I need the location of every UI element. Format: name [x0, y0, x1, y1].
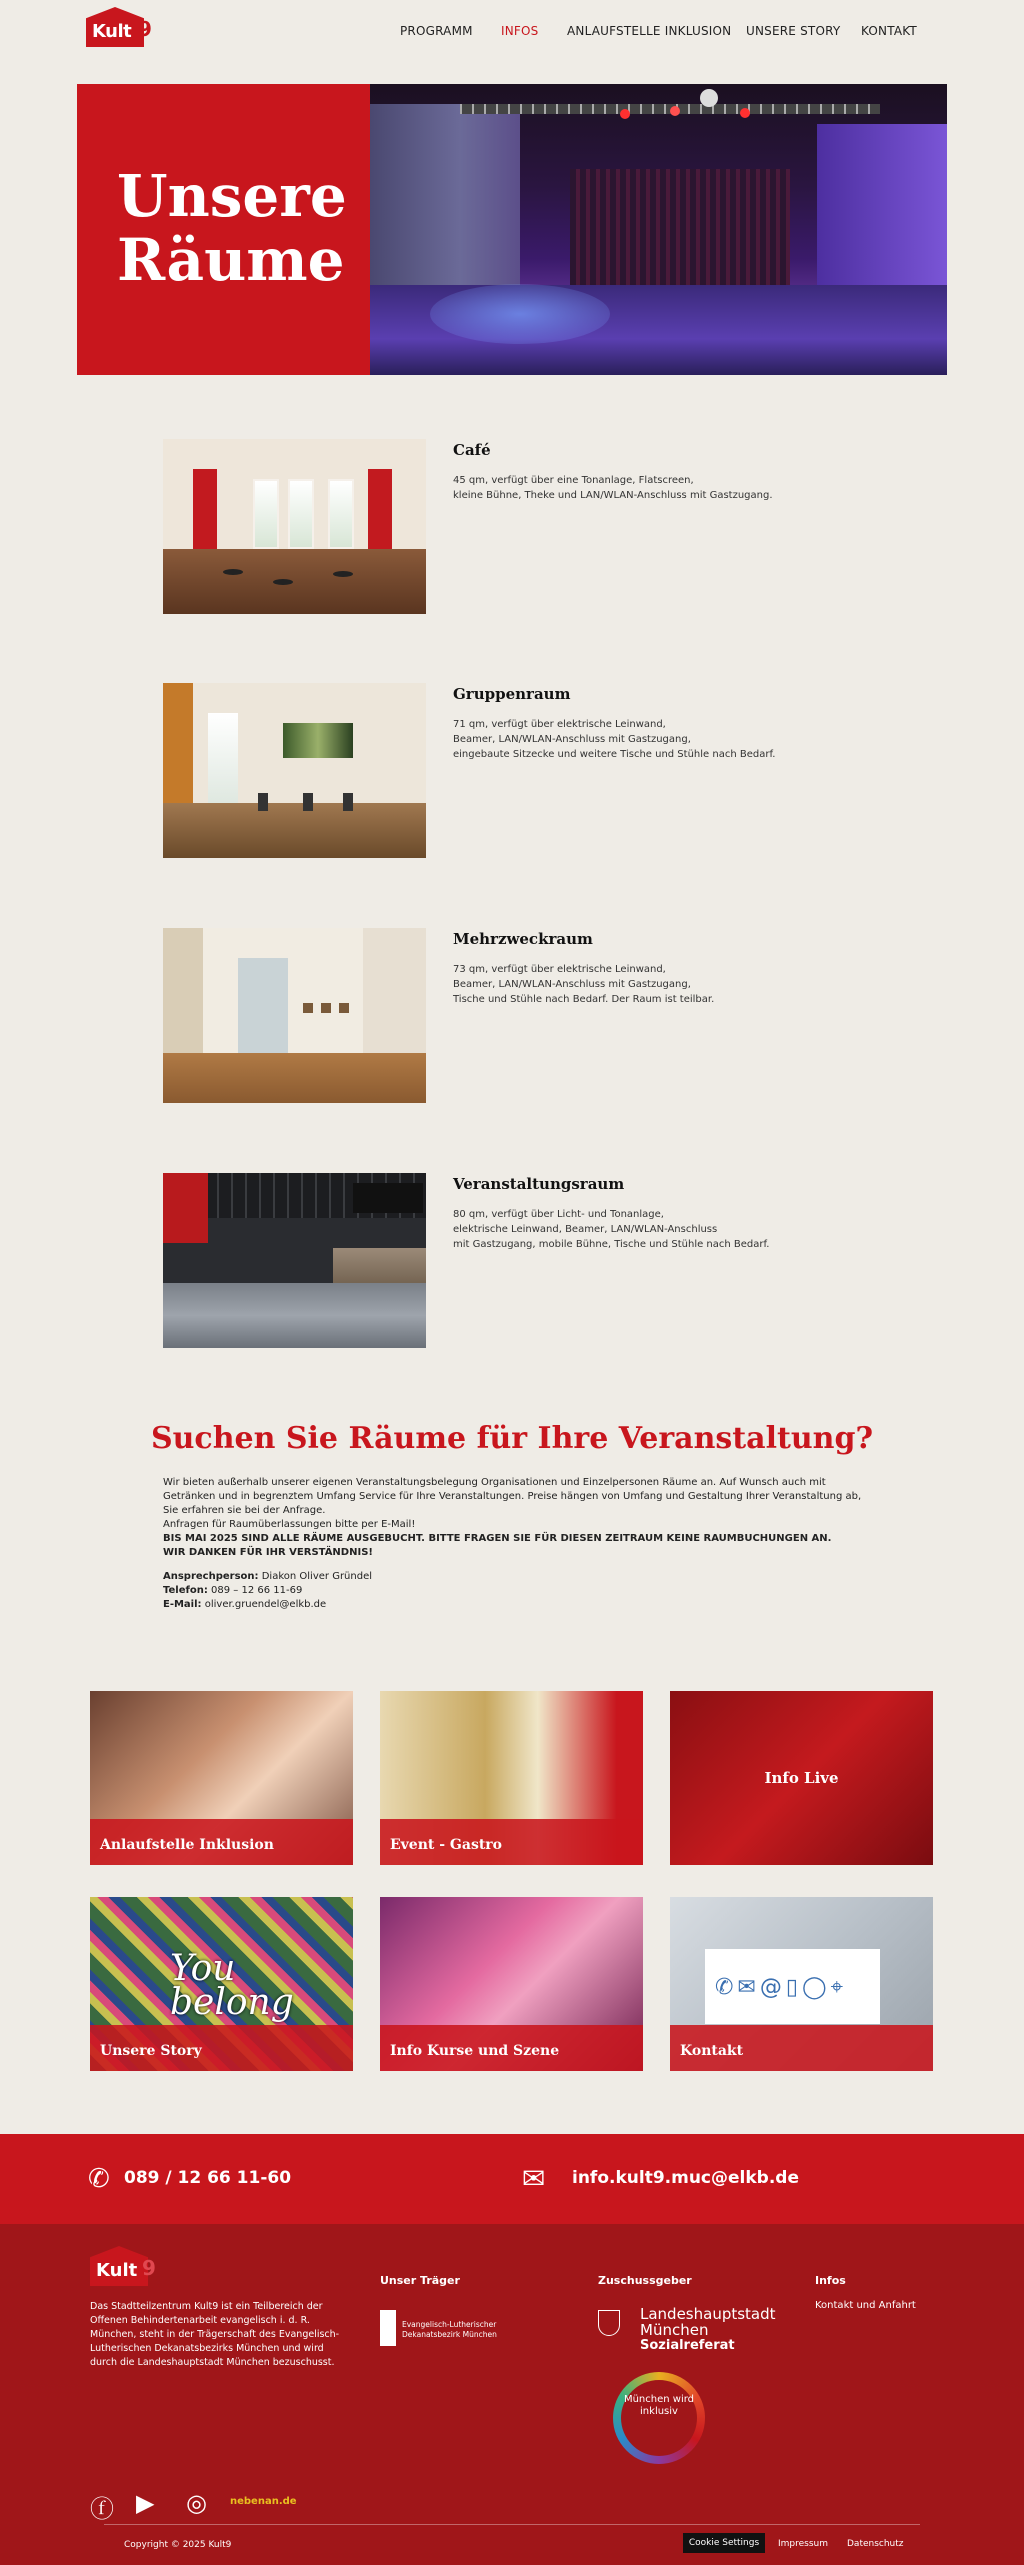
- youtube-icon[interactable]: ▶: [136, 2489, 155, 2517]
- nav-kontakt[interactable]: KONTAKT: [861, 24, 917, 38]
- room-description: 80 qm, verfügt über Licht- und Tonanlage, elektrische Leinwand, Beamer, LAN/WLAN-Anschluss mit Gastzugang, mobile Bühne, Tische und Stühle nach Bedarf.: [453, 1209, 770, 1250]
- contact-strip: [0, 2134, 1024, 2224]
- room-red-pillar: [368, 469, 392, 549]
- contact-request-note: Anfragen für Raumüberlassungen bitte per E-Mail!: [163, 1519, 416, 1530]
- room-image-cafe: [163, 439, 426, 614]
- footer-about: Das Stadtteilzentrum Kult9 ist ein Teilbereich der Offenen Behindertenarbeit evangelisch i. d. R. München, steht in der Trägerschaft des Evangelisch-Lutherischen Dekanatsbezirks München und wird durch die Landeshauptstadt München bezuschusst.: [90, 2301, 340, 2368]
- tile-story-art-text: You belong: [170, 1948, 294, 2023]
- tile-info-kurse-szene[interactable]: [380, 1897, 643, 2071]
- tile-label: Info Kurse und Szene: [390, 2043, 560, 2059]
- logo-number: 9: [142, 2256, 156, 2280]
- impressum-link[interactable]: Impressum: [778, 2539, 829, 2549]
- footer-heading-zuschuss: Zuschussgeber: [598, 2274, 692, 2287]
- footer-divider: [104, 2524, 920, 2525]
- cafe-table: [223, 569, 243, 575]
- room-cafe: [163, 439, 863, 614]
- logo-text: Kult: [92, 21, 132, 42]
- room-chair: [303, 793, 313, 811]
- footer-logo[interactable]: [90, 2246, 156, 2286]
- contact-heading: Suchen Sie Räume für Ihre Veranstaltung?: [150, 1421, 874, 1456]
- room-description: 73 qm, verfügt über elektrische Leinwand, Beamer, LAN/WLAN-Anschluss mit Gastzugang, Tische und Stühle nach Bedarf. Der Raum ist teilbar.: [453, 964, 715, 1005]
- kult9-logo[interactable]: [86, 7, 152, 47]
- page-title: [117, 164, 347, 292]
- room-description: 45 qm, verfügt über eine Tonanlage, Flatscreen, kleine Bühne, Theke und LAN/WLAN-Anschluss mit Gastzugang.: [453, 475, 773, 501]
- tile-event-gastro[interactable]: [380, 1691, 643, 1865]
- nav-anlaufstelle-inklusion[interactable]: ANLAUFSTELLE INKLUSION: [567, 24, 732, 38]
- traeger-logo[interactable]: [380, 2310, 510, 2346]
- tile-unsere-story[interactable]: [90, 1897, 353, 2071]
- traeger-name: Evangelisch-Lutherischer Dekanatsbezirk München: [402, 2320, 497, 2339]
- room-wall: [163, 928, 426, 1053]
- contact-phone[interactable]: 089 – 12 66 11-69: [211, 1585, 303, 1596]
- stage-spotlight: [430, 284, 610, 344]
- logo-number: 9: [138, 17, 152, 41]
- nebenan-logo[interactable]: nebenan.de: [230, 2496, 297, 2507]
- room-image-veranstaltungsraum: [163, 1173, 426, 1348]
- footer-heading-traeger: Unser Träger: [380, 2274, 460, 2287]
- inklusiv-text: München wird inklusiv: [623, 2394, 695, 2417]
- stage-light: [670, 106, 680, 116]
- contact-email[interactable]: oliver.gruendel@elkb.de: [204, 1599, 327, 1610]
- room-chair: [258, 793, 268, 811]
- muc-department: Sozialreferat: [640, 2338, 735, 2353]
- logo-inner: [621, 2380, 697, 2456]
- room-floor: [163, 1283, 426, 1348]
- nav-unsere-story[interactable]: UNSERE STORY: [746, 24, 841, 38]
- tile-info-live[interactable]: [670, 1691, 933, 1865]
- mail-icon: ✉: [522, 2162, 546, 2195]
- room-window: [253, 479, 279, 549]
- contact-icons: ✆✉@▯◯⌖: [715, 1975, 847, 2000]
- hero-stage-image: [370, 84, 947, 375]
- stage-light: [740, 108, 750, 118]
- room-veranstaltungsraum: [163, 1173, 863, 1348]
- instagram-icon[interactable]: ◎: [186, 2489, 207, 2517]
- muenchen-shield-icon: [598, 2310, 620, 2336]
- tile-label: Kontakt: [680, 2043, 744, 2059]
- stage-wall-right: [817, 124, 947, 304]
- traeger-logo-mark: [380, 2310, 396, 2346]
- room-mehrzweckraum: [163, 928, 863, 1103]
- room-floor: [163, 1053, 426, 1103]
- tile-label: Info Live: [764, 1769, 839, 1787]
- room-image-mehrzweckraum: [163, 928, 426, 1103]
- copyright: Copyright © 2025 Kult9: [124, 2540, 232, 2550]
- page-title-line2: Räume: [117, 226, 345, 294]
- contact-phone-label: Telefon:: [163, 1585, 208, 1596]
- room-window: [328, 479, 354, 549]
- room-red-wall: [163, 1173, 208, 1243]
- contact-email-label: E-Mail:: [163, 1599, 202, 1610]
- facebook-icon[interactable]: ⓕ: [90, 2495, 114, 2523]
- tile-label: Event - Gastro: [390, 1837, 503, 1853]
- room-title: Veranstaltungsraum: [453, 1175, 625, 1193]
- room-image-gruppenraum: [163, 683, 426, 858]
- muenchen-wird-inklusiv-logo[interactable]: [613, 2372, 705, 2464]
- muc-name: Landeshauptstadt München: [640, 2305, 776, 2339]
- contact-intro: Wir bieten außerhalb unserer eigenen Veranstaltungsbelegung Organisationen und Einzelpersonen Räume an. Auf Wunsch auch mit Getränken und in begrenztem Umfang Service für Ihre Veranstaltungen. Preise hängen von Umfang und Gestaltung Ihrer Veranstaltung ab, Sie erfahren sie bei der Anfrage.: [163, 1477, 862, 1516]
- cafe-table: [273, 579, 293, 585]
- tile-label: Anlaufstelle Inklusion: [100, 1837, 274, 1853]
- footer-heading-infos: Infos: [815, 2274, 846, 2287]
- footer: [0, 2224, 1024, 2565]
- room-artwork: [283, 723, 353, 758]
- footer-link-kontakt-anfahrt[interactable]: Kontakt und Anfahrt: [815, 2300, 916, 2311]
- room-red-pillar: [193, 469, 217, 549]
- muenchen-logo[interactable]: [598, 2304, 798, 2354]
- contact-person-label: Ansprechperson:: [163, 1571, 259, 1582]
- room-picture: [321, 1003, 331, 1013]
- room-floor: [163, 803, 426, 858]
- disco-ball: [700, 89, 718, 107]
- stage-light: [620, 109, 630, 119]
- tile-label: Unsere Story: [100, 2043, 202, 2059]
- datenschutz-link[interactable]: Datenschutz: [847, 2539, 904, 2549]
- room-title: Mehrzweckraum: [453, 930, 593, 948]
- cafe-table: [333, 571, 353, 577]
- room-picture: [303, 1003, 313, 1013]
- stage-curtain: [570, 169, 790, 289]
- room-window: [288, 479, 314, 549]
- tile-anlaufstelle-inklusion[interactable]: [90, 1691, 353, 1865]
- booking-notice: BIS MAI 2025 SIND ALLE RÄUME AUSGEBUCHT. BITTE FRAGEN SIE FÜR DIESEN ZEITRAUM KEINE RAUMBUCHUNGEN AN.: [163, 1533, 832, 1544]
- room-title: Café: [453, 441, 491, 459]
- hero: [77, 84, 947, 375]
- phone-icon: ✆: [88, 2164, 110, 2194]
- logo-text: Kult: [96, 2260, 138, 2281]
- hero-title-panel: [77, 84, 370, 375]
- contact-text: [163, 1476, 863, 1612]
- room-title: Gruppenraum: [453, 685, 571, 703]
- room-menu-board: [353, 1183, 423, 1213]
- room-floor: [163, 549, 426, 614]
- strip-phone[interactable]: 089 / 12 66 11-60: [124, 2168, 292, 2188]
- room-window: [208, 713, 238, 803]
- nav-infos[interactable]: INFOS: [501, 24, 539, 38]
- room-picture: [339, 1003, 349, 1013]
- cookie-settings-button[interactable]: Cookie Settings: [683, 2533, 765, 2553]
- thanks-notice: WIR DANKEN FÜR IHR VERSTÄNDNIS!: [163, 1547, 373, 1558]
- site-header: [0, 0, 1024, 64]
- strip-email[interactable]: info.kult9.muc@elkb.de: [572, 2168, 799, 2188]
- page-title-line1: Unsere: [117, 162, 347, 230]
- room-door: [238, 958, 288, 1053]
- tile-kontakt[interactable]: [670, 1897, 933, 2071]
- nav-programm[interactable]: PROGRAMM: [400, 24, 473, 38]
- room-gruppenraum: [163, 683, 863, 858]
- contact-person: Diakon Oliver Gründel: [261, 1571, 373, 1582]
- room-description: 71 qm, verfügt über elektrische Leinwand, Beamer, LAN/WLAN-Anschluss mit Gastzugang, eingebaute Sitzecke und weitere Tische und Stühle nach Bedarf.: [453, 719, 776, 760]
- room-chair: [343, 793, 353, 811]
